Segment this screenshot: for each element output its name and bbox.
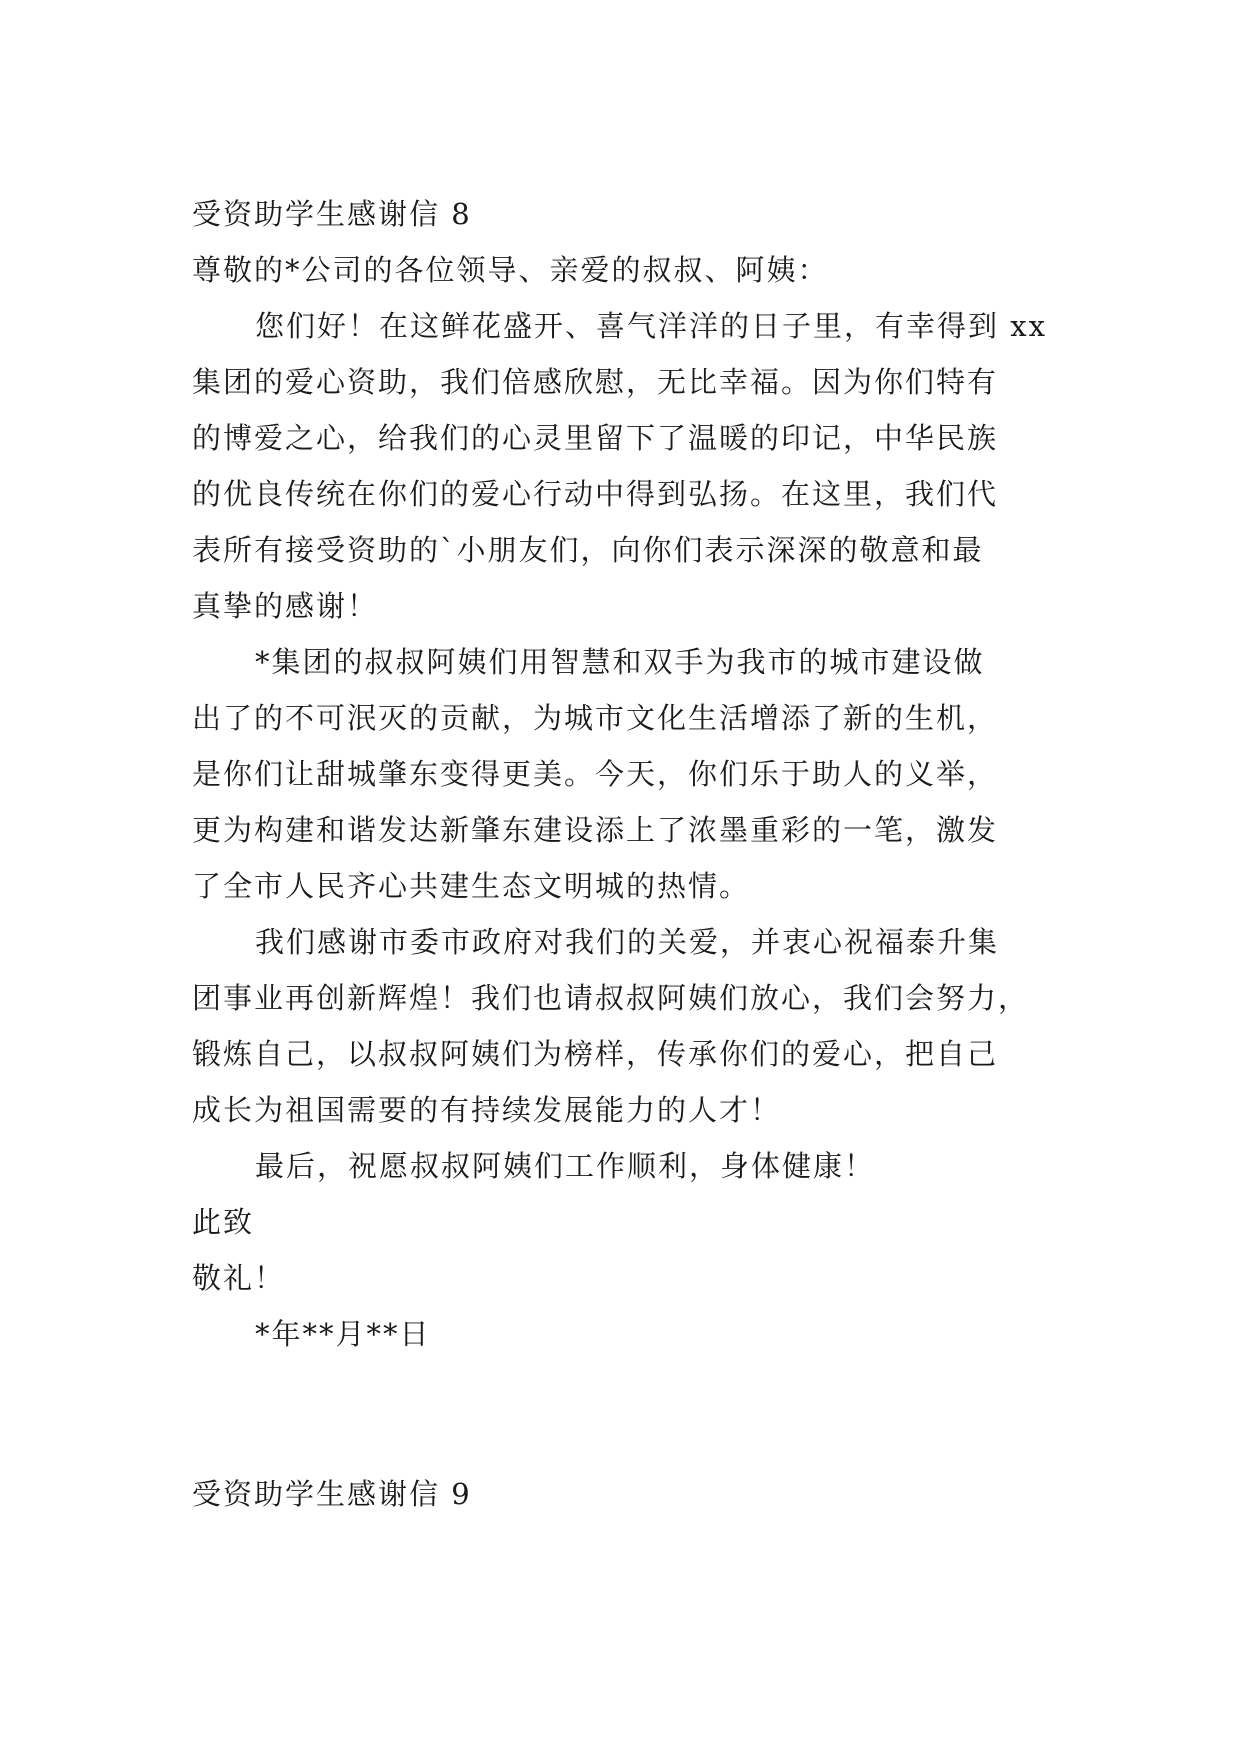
paragraph-1-line: 真挚的感谢！ xyxy=(192,589,379,623)
closing-line-2: 敬礼！ xyxy=(192,1261,286,1295)
paragraph-3-line: 我们感谢市委市政府对我们的关爱，并衷心祝福泰升集 xyxy=(255,925,1000,959)
paragraph-3-line: 团事业再创新辉煌！我们也请叔叔阿姨们放心，我们会努力， xyxy=(192,981,1030,1015)
paragraph-2-line: 出了的不可泯灭的贡献，为城市文化生活增添了新的生机， xyxy=(192,701,999,735)
paragraph-1-line: 您们好！在这鲜花盛开、喜气洋洋的日子里，有幸得到 xx xyxy=(255,309,1047,343)
letter-date: *年**月**日 xyxy=(255,1317,431,1351)
paragraph-1-line: 表所有接受资助的`小朋友们，向你们表示深深的敬意和最 xyxy=(192,533,984,567)
salutation: 尊敬的*公司的各位领导、亲爱的叔叔、阿姨： xyxy=(192,253,829,287)
paragraph-2-line: 了全市人民齐心共建生态文明城的热情。 xyxy=(192,869,751,903)
paragraph-3-line: 成长为祖国需要的有持续发展能力的人才！ xyxy=(192,1093,782,1127)
paragraph-3-line: 锻炼自己，以叔叔阿姨们为榜样，传承你们的爱心，把自己 xyxy=(192,1037,999,1071)
closing-line-1: 此致 xyxy=(192,1205,255,1239)
paragraph-1-line: 的优良传统在你们的爱心行动中得到弘扬。在这里，我们代 xyxy=(192,477,999,511)
letter-title: 受资助学生感谢信 8 xyxy=(192,197,472,231)
paragraph-2-line: 是你们让甜城肇东变得更美。今天，你们乐于助人的义举， xyxy=(192,757,999,791)
next-letter-title: 受资助学生感谢信 9 xyxy=(192,1477,472,1511)
paragraph-1-line: 集团的爱心资助，我们倍感欣慰，无比幸福。因为你们特有 xyxy=(192,365,999,399)
paragraph-4: 最后，祝愿叔叔阿姨们工作顺利，身体健康！ xyxy=(255,1149,876,1183)
paragraph-2-line: 更为构建和谐发达新肇东建设添上了浓墨重彩的一笔，激发 xyxy=(192,813,999,847)
paragraph-1-line: 的博爱之心，给我们的心灵里留下了温暖的印记，中华民族 xyxy=(192,421,999,455)
paragraph-2-line: *集团的叔叔阿姨们用智慧和双手为我市的城市建设做 xyxy=(255,645,985,679)
